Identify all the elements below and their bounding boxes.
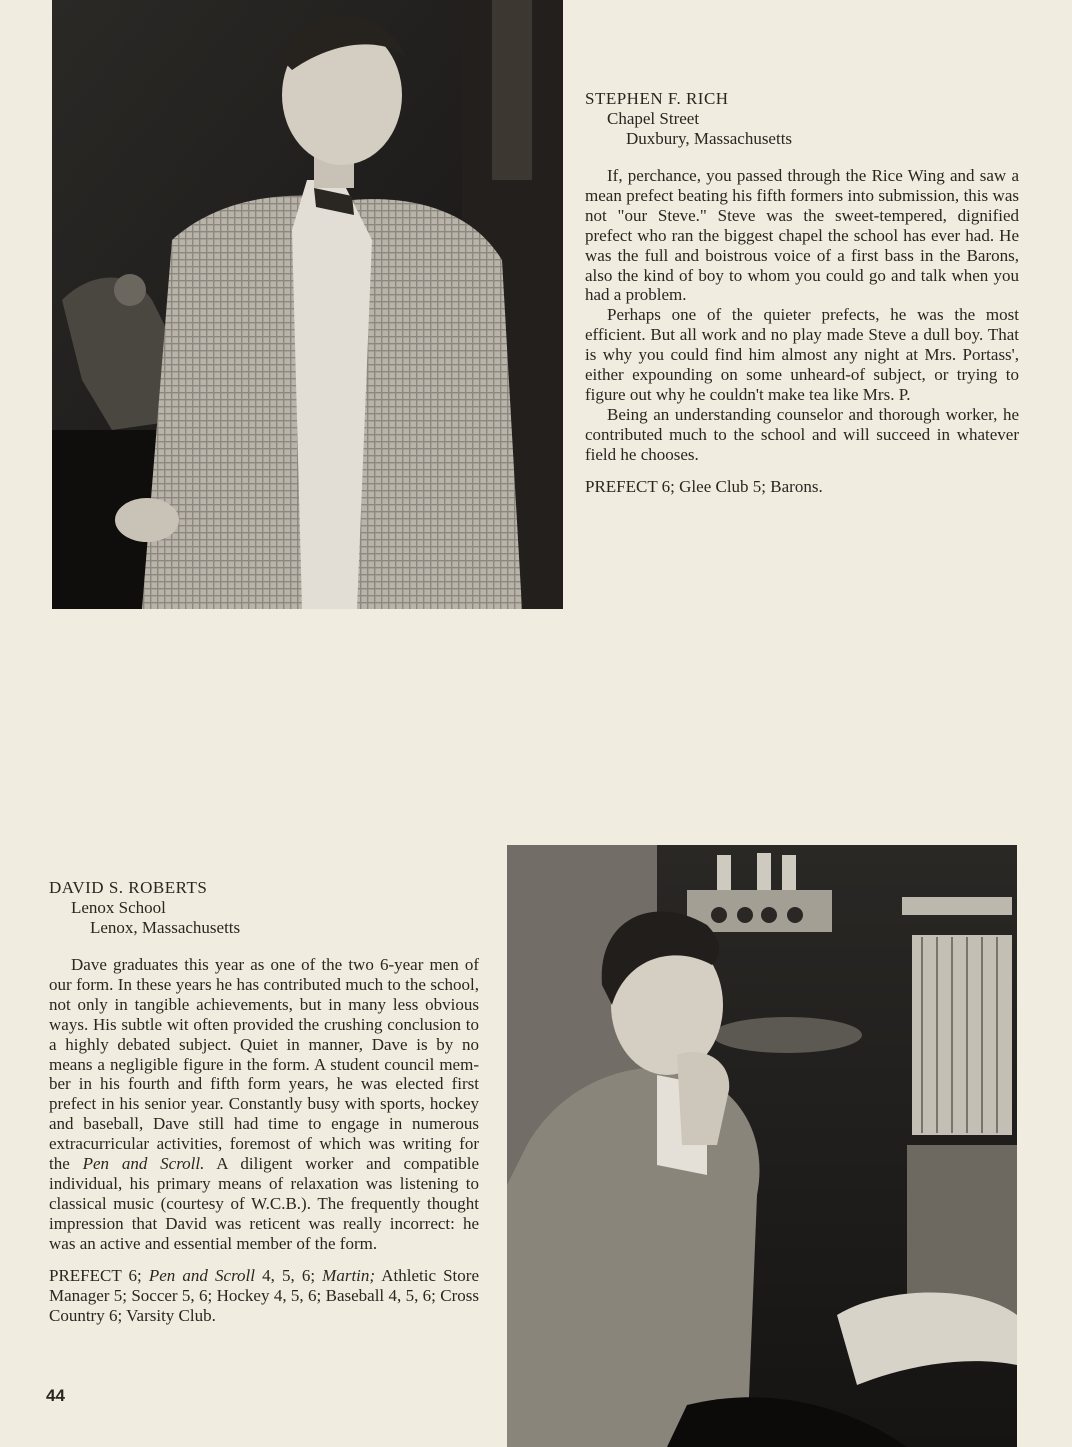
activities-text: PREFECT 6; Glee Club 5; Barons. (585, 476, 823, 496)
activities-italic: Pen and Scroll (148, 1265, 255, 1285)
activities-list (585, 477, 1019, 497)
biography (585, 166, 1019, 465)
bio-paragraph: If, perchance, you passed through the Rice Wing and saw a mean prefect beating his fifth formers into submission, this was not "our Steve." Steve was the sweet-tempered, dignified prefect who ran the biggest chapel the school has ever had. He was the full and boistrous voice of a first bass in the Barons, also the kind of boy to whom you could go and talk when you had a problem. (585, 166, 1019, 305)
portrait-photo-stephen-rich (52, 0, 563, 609)
bio-paragraph: Perhaps one of the quieter prefects, he was the most efficient. But all work and no play made Steve a dull boy. That is why you could find him almost any night at Mrs. Portass', either expounding on some unheard-of subject, or trying to figure out why he couldn't make tea like Mrs. P. (585, 305, 1019, 404)
address-school: Lenox School (71, 898, 166, 917)
activities-text: Athletic Store Manager 5; Soccer 5, 6; Hockey 4, 5, 6; Baseball 4, 5, 6; Cross Country 6; Varsity Club. (49, 1265, 479, 1325)
activities-italic: Martin; (322, 1265, 376, 1285)
activities-text: 4, 5, 6; (255, 1265, 323, 1285)
address-street: Chapel Street (607, 109, 700, 128)
biography (49, 955, 479, 1254)
activities-text: PREFECT 6; (49, 1265, 149, 1285)
bio-paragraph: Being an understanding counselor and thorough worker, he contributed much to the school and will succeed in whatever field he chooses. (585, 404, 1019, 464)
page-number: 44 (46, 1386, 65, 1405)
portrait-photo-david-roberts (507, 845, 1017, 1447)
portrait-image (507, 845, 1017, 1447)
portrait-image (52, 0, 563, 609)
senior-name: STEPHEN F. RICH (585, 89, 729, 108)
address-city: Duxbury, Massachusetts (626, 129, 793, 148)
bio-paragraph (49, 955, 479, 1254)
bio-text: Dave graduates this year as one of the two 6-year men of our form. In these years he has contributed much to the school, not only in tangible achievements, but in many less obvious ways. His subtle wit often provided the crushing conclusion to a highly debated subject. Quiet in manner, Dave is by no means a negligible figure in the form. A student council member in his fourth and fifth form years, he was elected first prefect in his senior year. Constantly busy with sports, hockey and baseball, Dave still had time to engage in numerous extracurricular activities, foremost of which was writing for the (49, 955, 479, 1174)
bio-text: A diligent worker and compatible individual, his primary means of relaxation was listening to classical music (courtesy of W.C.B.). The frequently thought impression that David was reticent was really incorrect: he was an active and essential member of the form. (49, 1154, 479, 1253)
senior-entry-david-roberts (49, 877, 479, 1326)
activities-list (49, 1266, 479, 1326)
senior-name: DAVID S. ROBERTS (49, 878, 208, 897)
senior-entry-stephen-rich (585, 88, 1019, 497)
bio-italic-title: Pen and Scroll. (82, 1154, 205, 1174)
address-city: Lenox, Massachusetts (90, 918, 241, 937)
